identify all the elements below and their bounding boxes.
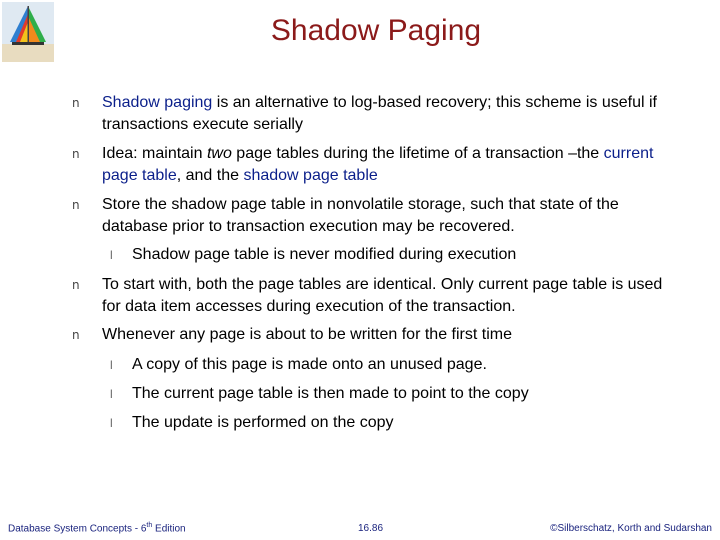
footer-book-title-suffix: Edition <box>152 523 186 534</box>
bullet-marker: n <box>72 198 80 212</box>
bullet-store-shadow <box>72 194 682 238</box>
bullet-shadow-paging <box>72 92 682 136</box>
subbullet-text: The update is performed on the copy <box>132 414 394 431</box>
term-shadow-paging: Shadow paging <box>102 94 213 111</box>
bullet-text: Whenever any page is about to be written for the first time <box>102 326 512 343</box>
bullet-text-part: Idea: maintain <box>102 145 207 162</box>
bullet-marker: n <box>72 147 80 161</box>
subbullet-marker: l <box>110 248 113 262</box>
bullet-whenever-written <box>72 324 682 346</box>
subbullet-copy-made <box>110 354 690 376</box>
page-title: Shadow Paging <box>270 14 482 47</box>
bullet-text-part: , and the <box>176 167 244 184</box>
bullet-text-part: page tables during the lifetime of a transaction –the <box>231 145 604 162</box>
footer-book-title-text: Database System Concepts - 6 <box>8 523 147 534</box>
emphasis-two: two <box>206 145 232 162</box>
footer-book-title <box>8 522 186 534</box>
term-shadow-page-table: shadow page table <box>243 167 378 184</box>
subbullet-marker: l <box>110 416 113 430</box>
bullet-start-identical <box>72 274 682 318</box>
bullet-text: Store the shadow page table in nonvolatile storage, such that state of the database prior to transaction execution may be recovered. <box>102 196 619 235</box>
subbullet-text: A copy of this page is made onto an unused page. <box>132 356 487 373</box>
subbullet-text: The current page table is then made to point to the copy <box>132 385 529 402</box>
bullet-marker: n <box>72 278 80 292</box>
term-current-page-table: current page table <box>102 145 654 184</box>
bullet-marker: n <box>72 96 80 110</box>
bullet-text-part: is an alternative to log-based recovery; this scheme is useful if transactions execute serially <box>102 94 657 133</box>
bullet-marker: n <box>72 328 80 342</box>
footer-superscript: th <box>146 521 153 529</box>
subbullet-text: Shadow page table is never modified during execution <box>132 246 517 263</box>
footer-copyright: ©Silberschatz, Korth and Sudarshan <box>550 523 712 534</box>
bullet-text <box>102 143 682 187</box>
subbullet-marker: l <box>110 358 113 372</box>
subbullet-marker: l <box>110 387 113 401</box>
bullet-text <box>102 92 682 136</box>
footer-slide-number: 16.86 <box>358 523 384 534</box>
bullet-text: To start with, both the page tables are identical. Only current page table is used for data item accesses during execution of the transaction. <box>102 276 663 315</box>
subbullet-point-to-copy <box>110 383 690 405</box>
bullet-idea <box>72 143 682 187</box>
subbullet-update-on-copy <box>110 412 690 434</box>
subbullet-never-modified <box>110 244 690 266</box>
